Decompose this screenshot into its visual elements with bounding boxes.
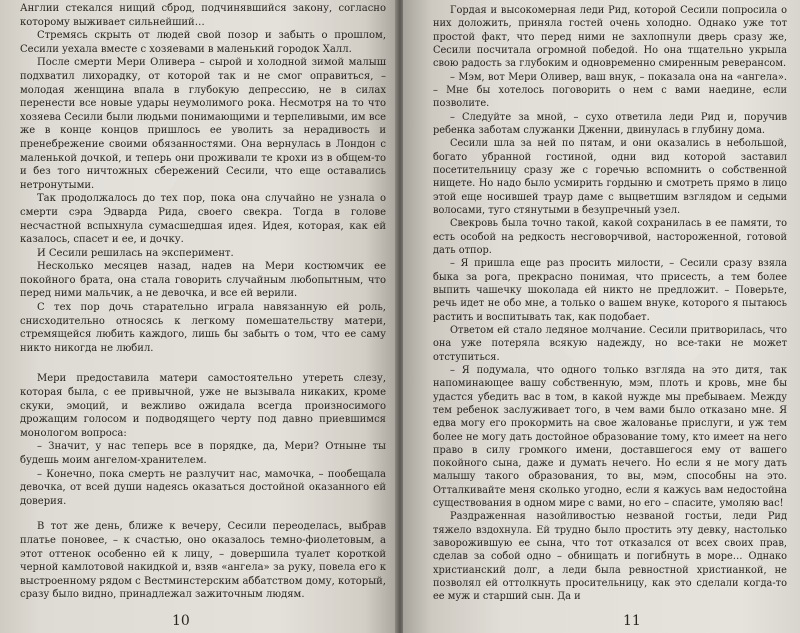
left-page-text bbox=[20, 2, 386, 602]
paragraph: Гордая и высокомерная леди Рид, которой Сесили попросила о них доложить, приняла гостей очень холодно. Однако уже тот простой факт, что перед ними не захлопнули дверь сразу же, Сесили посчитала огромной победой. Но она тщательно укрыла свою радость за глубоким и одновременно смиренным реверансом. bbox=[433, 5, 787, 70]
left-page bbox=[0, 0, 397, 633]
page-number: 11 bbox=[623, 613, 641, 629]
paragraph: – Я пришла еще раз просить милости, – Сесили сразу взяла быка за рога, прекрасно понимая, что присесть, а тем более выпить чашечку шоколада ей никто не предложит. – Поверьте, речь идет не обо мне, а только о вашем внуке, которого я пытаюсь растить и воспитывать так, как подобает. bbox=[433, 258, 787, 323]
paragraph: Сесили шла за ней по пятам, и они оказались в небольшой, богато убранной гостиной, одни вид которой заставил посетительницу сразу же с горечью вспомнить о собственной нищете. Но надо было усмирить гордыню и смотреть прямо в лицо этой еще носившей траур даме с выцветшим взглядом и седыми волосами, туго стянутыми в безупречный узел. bbox=[433, 138, 787, 216]
paragraph: Ответом ей стало ледяное молчание. Сесили притворилась, что она уже потеряла всякую надежду, но все-таки не может отступиться. bbox=[433, 324, 787, 363]
paragraph: Стремясь скрыть от людей свой позор и забыть о прошлом, Сесили уехала вместе с хозяевами в маленький городок Халл. bbox=[20, 30, 386, 55]
paragraph: Так продолжалось до тех пор, пока она случайно не узнала о смерти сэра Эдварда Рида, своего свекра. Тогда в голове несчастной вспыхнула сумасшедшая идея. Идея, которая, как ей казалось, спасет и ее, и дочку. bbox=[20, 193, 386, 246]
paragraph: – Конечно, пока смерть не разлучит нас, мамочка, – пообещала девочка, от всей души надеясь оказаться достойной оказанного ей доверия. bbox=[20, 468, 386, 507]
paragraph: С тех пор дочь старательно играла навязанную ей роль, снисходительно относясь к легкому помешательству матери, стремящейся любить каждого, лишь бы забыть о том, что ее саму никто никогда не любил. bbox=[20, 302, 386, 354]
paragraph: Англии стекался нищий сброд, подчинявшийся закону, согласно которому выживает сильнейший… bbox=[20, 3, 386, 28]
paragraph: И Сесили решилась на эксперимент. bbox=[37, 247, 234, 259]
paragraph: После смерти Мери Оливера – сырой и холодной зимой малыш подхватил лихорадку, от которой так и не смог оправиться, – молодая женщина впала в глубокую депрессию, не в силах перенести все новые удары неумолимого рока. Несмотря на то что хозяева Сесили были людьми понимающими и терпеливыми, им все же в конце концов пришлось ее уволить за нерадивость и пренебрежение своими обязанностями. Она вернулась в Лондон с маленькой дочкой, и теперь они проживали те крохи из в общем-то и без того ничтожных сбережений Сесили, что еще оставались нетронутыми. bbox=[20, 57, 386, 191]
right-page-text bbox=[433, 4, 787, 604]
paragraph: Мери предоставила матери самостоятельно утереть слезу, которая была, с ее привычной, уже не вызывала никаких, кроме скуки, эмоций, и вежливо ожидала всегда произносимого дрожащим голосом и подводящего черту под давно приевшимся монологом вопроса: bbox=[20, 373, 386, 439]
paragraph: В тот же день, ближе к вечеру, Сесили переоделась, выбрав платье поновее, – к счастью, оно оказалось темно-фиолетовым, а этот оттенок особенно ей к лицу, – довершила туалет короткой черной камлотовой накидкой и, взяв «ангела» за руку, повела его к выстроенному рядом с Вестминстерским аббатством дому, который, сразу было видно, принадлежал зажиточным людям. bbox=[20, 521, 386, 601]
paragraph: Раздраженная назойливостью незваной гостьи, леди Рид тяжело вздохнула. Ей трудно было простить эту девку, настолько заворожившую ее сына, что тот отказался от всех своих прав, сделав за собой одно – обнищать и погибнуть в море… Однако христианский долг, а леди была ревностной христианкой, не позволял ей оттолкнуть просительницу, как это сделали когда-то ее муж и старший сын. Да и bbox=[433, 511, 787, 603]
paragraph: Свекровь была точно такой, какой сохранилась в ее памяти, то есть особой на редкость несговорчивой, настороженной, готовой дать отпор. bbox=[433, 218, 787, 256]
right-page bbox=[403, 0, 800, 633]
section-break bbox=[20, 355, 386, 372]
paragraph: – Мэм, вот Мери Оливер, ваш внук, – показала она на «ангела». – Мне бы хотелось поговорить о нем с вами наедине, если позволите. bbox=[433, 71, 787, 110]
page-number: 10 bbox=[172, 613, 190, 629]
paragraph: – Значит, у нас теперь все в порядке, да, Мери? Отныне ты будешь моим ангелом-хранителем. bbox=[20, 441, 386, 466]
section-break bbox=[20, 508, 386, 520]
paragraph: Несколько месяцев назад, надев на Мери костюмчик ее покойного брата, она стала говорить случайным любопытным, что перед ними мальчик, а не девочка, и все ей верили. bbox=[20, 261, 386, 300]
paragraph: – Следуйте за мной, – сухо ответила леди Рид и, поручив ребенка заботам служанки Дженни, двинулась в глубину дома. bbox=[433, 111, 787, 136]
paragraph: – Я подумала, что одного только взгляда на это дитя, так напоминающее вашу собственную, мэм, плоть и кровь, мне бы удастся убедить вас в том, в какой нужде мы пребываем. Между тем ребенок заслуживает того, в чем вами было отказано мне. Я едва могу его прокормить на свое жалованье прислуги, и уж тем более не могу дать достойное образование тому, кто имеет на него право в силу громкого имени, доставшегося ему от вашего покойного сына, даже и думать нечего. Но если я не могу дать малышу такого образования, то вы, мэм, способны на это. Отталкивайте меня сколько угодно, если я кажусь вам недостойна существования в одном мире с вами, но его – спасите, умоляю вас! bbox=[433, 364, 787, 510]
